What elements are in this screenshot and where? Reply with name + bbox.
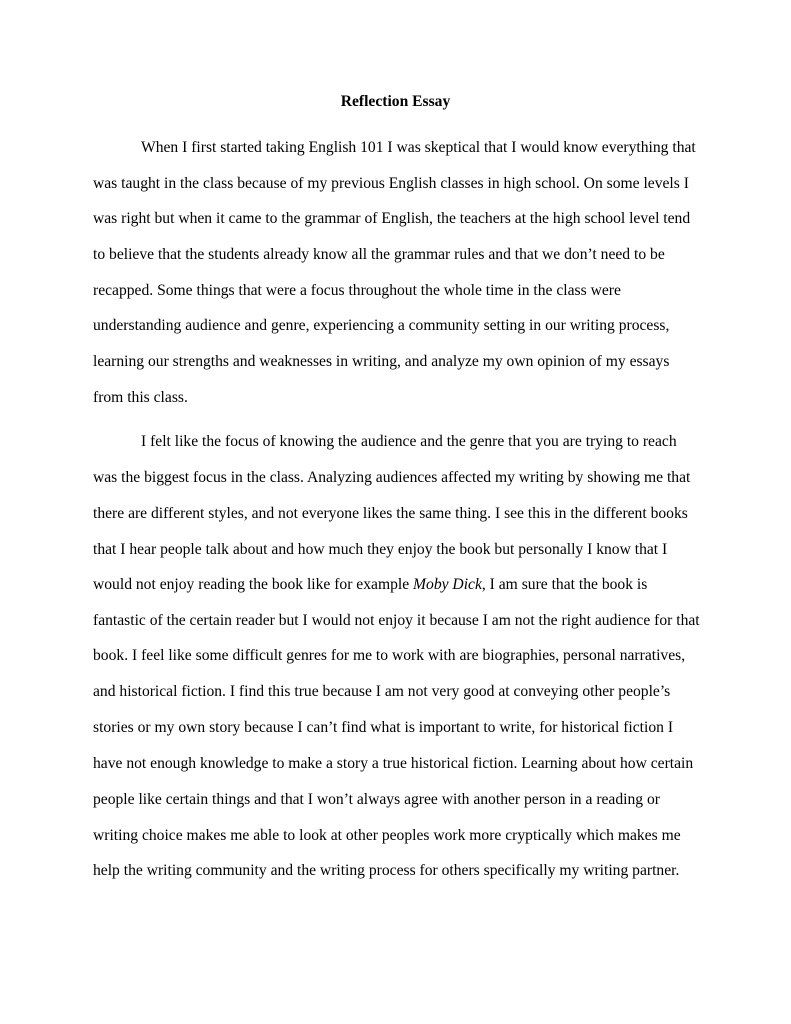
paragraph-1-line-8: from this class.: [93, 389, 188, 406]
paragraph-1-line-2: was taught in the class because of my previous English classes in high school. On some levels I: [93, 175, 689, 192]
paragraph-2-line-1: I felt like the focus of knowing the audience and the genre that you are trying to reach: [141, 433, 677, 450]
paragraph-2-line-6: fantastic of the certain reader but I would not enjoy it because I am not the right audience for that: [93, 612, 700, 629]
line-text-after-title: , I am sure that the book is: [481, 576, 648, 593]
book-title-italic: Moby Dick: [413, 576, 482, 593]
paragraph-2-line-13: help the writing community and the writing process for others specifically my writing partner.: [93, 862, 680, 879]
line-text-before-title: would not enjoy reading the book like for example: [93, 576, 414, 593]
paragraph-1-line-6: understanding audience and genre, experiencing a community setting in our writing process,: [93, 317, 670, 334]
paragraph-1-line-5: recapped. Some things that were a focus throughout the whole time in the class were: [93, 282, 621, 299]
essay-title: Reflection Essay: [340, 93, 451, 110]
paragraph-2-line-3: there are different styles, and not everyone likes the same thing. I see this in the different books: [93, 505, 688, 522]
paragraph-1-line-1: When I first started taking English 101 I was skeptical that I would know everything that: [141, 139, 696, 156]
paragraph-2-line-5: [93, 575, 647, 595]
paragraph-2-line-12: writing choice makes me able to look at other peoples work more cryptically which makes me: [93, 827, 681, 844]
paragraph-2-line-10: have not enough knowledge to make a story a true historical fiction. Learning about how certain: [93, 755, 694, 772]
paragraph-2-line-4: that I hear people talk about and how much they enjoy the book but personally I know that I: [93, 541, 668, 558]
paragraph-2-line-7: book. I feel like some difficult genres for me to work with are biographies, personal narratives,: [93, 647, 686, 664]
paragraph-2-line-9: stories or my own story because I can’t find what is important to write, for historical fiction I: [93, 719, 674, 736]
paragraph-1-line-3: was right but when it came to the grammar of English, the teachers at the high school level tend: [93, 210, 691, 227]
paragraph-1-line-7: learning our strengths and weaknesses in writing, and analyze my own opinion of my essays: [93, 353, 670, 370]
paragraph-1-line-4: to believe that the students already know all the grammar rules and that we don’t need to be: [93, 246, 665, 263]
paragraph-2-line-8: and historical fiction. I find this true because I am not very good at conveying other people’s: [93, 683, 671, 700]
paragraph-2-line-11: people like certain things and that I won’t always agree with another person in a reading or: [93, 791, 660, 808]
paragraph-2-line-2: was the biggest focus in the class. Analyzing audiences affected my writing by showing me that: [93, 469, 691, 486]
